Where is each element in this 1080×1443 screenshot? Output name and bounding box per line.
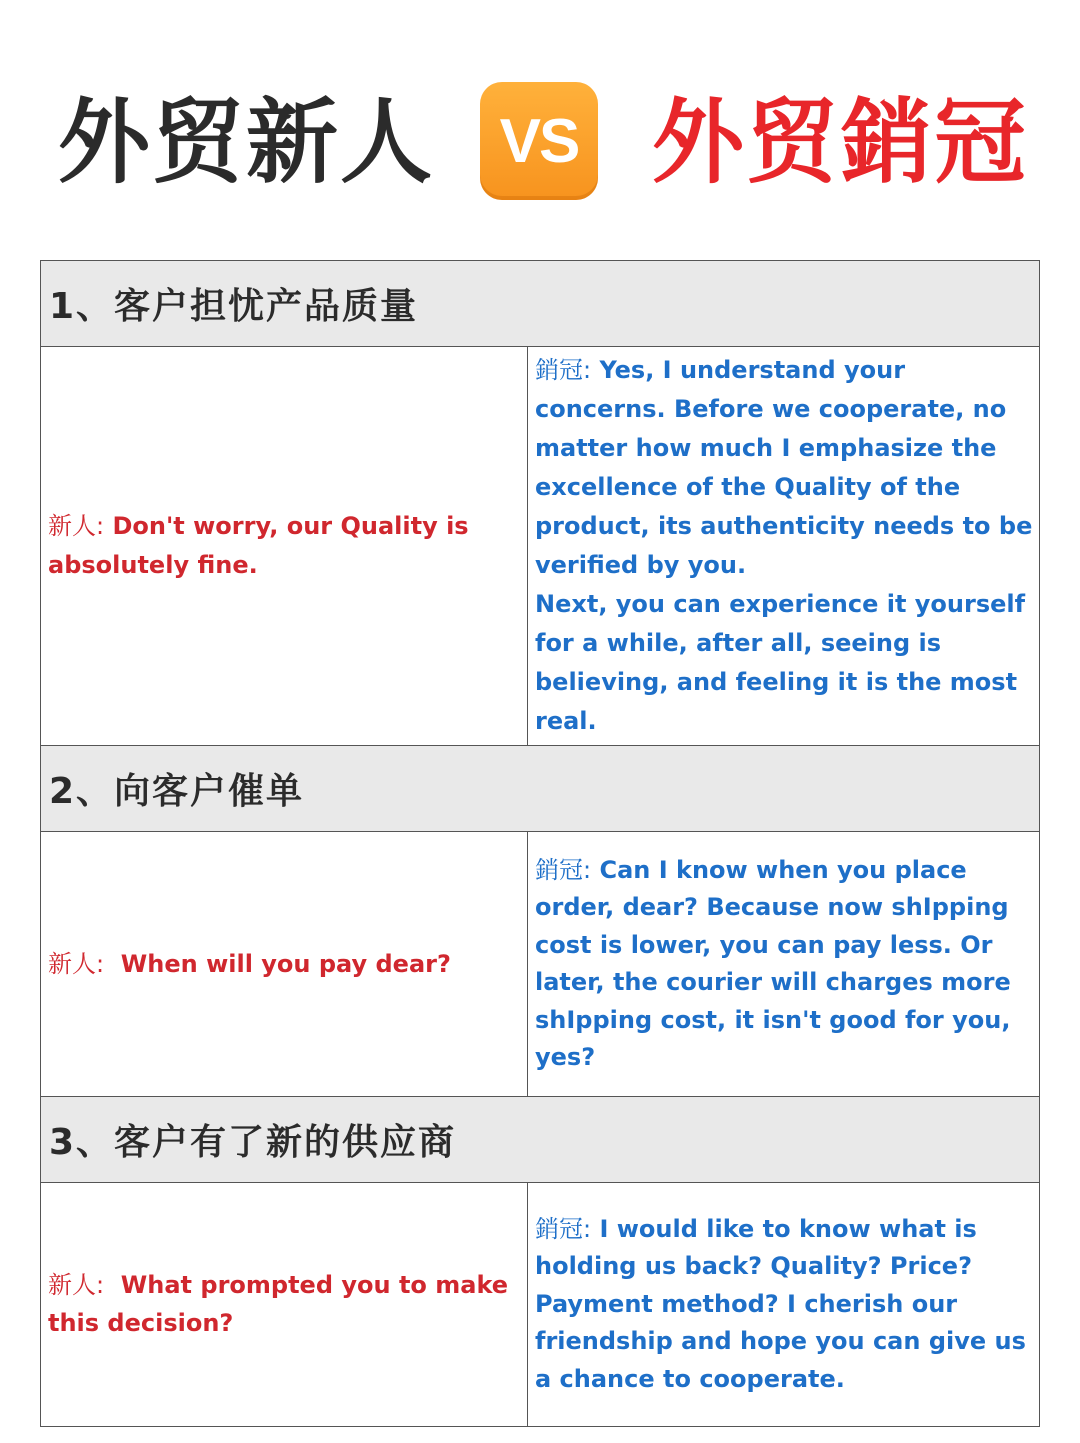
champion-text-3: I would like to know what is holding us back? Quality? Price? Payment method? I cherish our friendship and hope you can give us a chance to cooperate. bbox=[535, 1214, 1026, 1393]
champion-prefix-1: 銷冠: bbox=[535, 356, 592, 384]
newbie-prefix-2: 新人: bbox=[48, 949, 105, 978]
newbie-cell-1 bbox=[41, 347, 528, 745]
champion-reply-2 bbox=[535, 852, 1033, 1077]
header bbox=[0, 70, 1080, 220]
newbie-cell-3 bbox=[41, 1183, 528, 1426]
newbie-prefix-3: 新人: bbox=[48, 1271, 105, 1299]
newbie-text-2: When will you pay dear? bbox=[104, 949, 451, 978]
comparison-table bbox=[40, 260, 1040, 1427]
champion-prefix-2: 銷冠: bbox=[535, 855, 592, 884]
section-heading-3: 3、客户有了新的供应商 bbox=[41, 1097, 1039, 1183]
champion-text-1: Yes, I understand your concerns. Before we cooperate, no matter how much I emphasize the excellence of the Quality of the product, its authenticity needs to be verified by you. bbox=[535, 356, 1033, 579]
champion-text-2: Can I know when you place order, dear? Because now shIpping cost is lower, you can pay less. Or later, the courier will charges more shIpping cost, it isn't good for you, yes? bbox=[535, 855, 1011, 1071]
section-heading-1: 1、客户担忧产品质量 bbox=[41, 261, 1039, 347]
newbie-reply-1 bbox=[48, 507, 517, 585]
champion-prefix-3: 銷冠: bbox=[535, 1214, 592, 1243]
newbie-reply-3 bbox=[48, 1267, 517, 1342]
section-heading-2: 2、向客户催单 bbox=[41, 746, 1039, 832]
section-row-2 bbox=[41, 832, 1039, 1097]
champion-cell-2 bbox=[528, 832, 1039, 1096]
newbie-reply-2 bbox=[48, 945, 451, 984]
newbie-text-1: Don't worry, our Quality is absolutely fine. bbox=[48, 512, 469, 579]
section-row-1 bbox=[41, 347, 1039, 746]
newbie-cell-2 bbox=[41, 832, 528, 1096]
champion-cell-1 bbox=[528, 347, 1039, 745]
champion-reply-3 bbox=[535, 1211, 1033, 1399]
vs-badge-label: VS bbox=[499, 106, 579, 176]
newbie-text-3: What prompted you to make this decision? bbox=[48, 1271, 517, 1337]
champion-text-1b: Next, you can experience it yourself for a while, after all, seeing is believing, and feeling it is the most real. bbox=[535, 590, 1026, 735]
title-newbie: 外贸新人 bbox=[58, 89, 435, 196]
vs-badge-icon bbox=[480, 82, 598, 200]
newbie-prefix-1: 新人: bbox=[48, 512, 105, 540]
title-champion: 外贸銷冠 bbox=[652, 89, 1029, 196]
champion-cell-3 bbox=[528, 1183, 1039, 1426]
section-row-3 bbox=[41, 1183, 1039, 1426]
champion-reply-1 bbox=[535, 351, 1033, 741]
